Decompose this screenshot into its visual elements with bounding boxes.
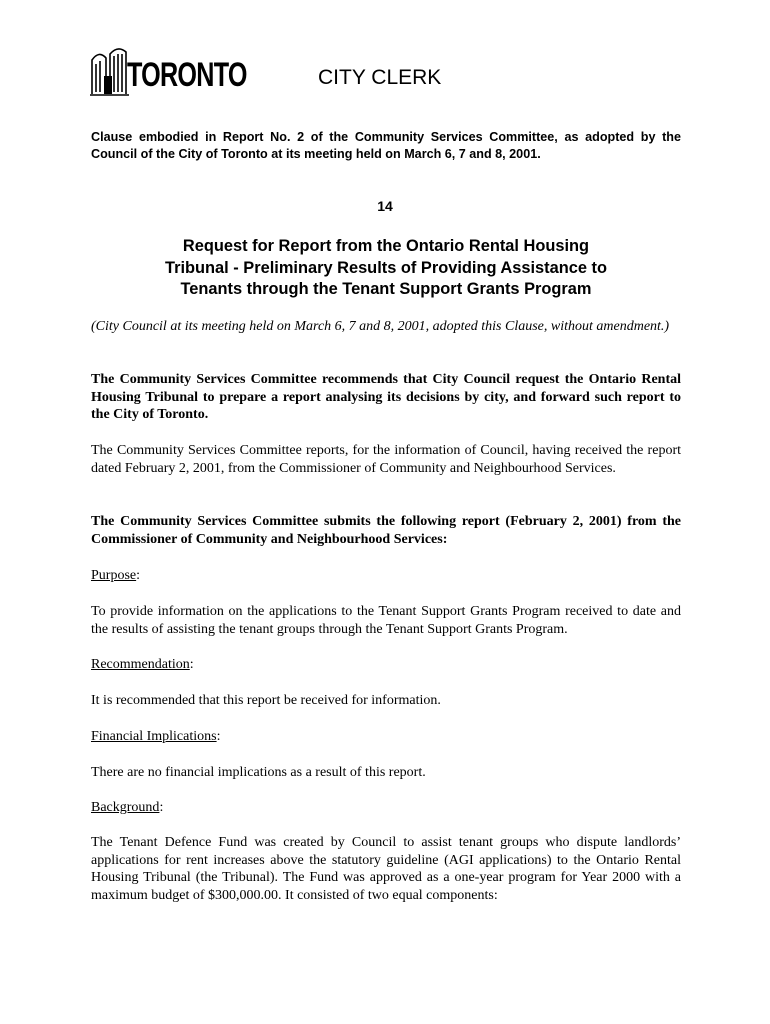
- report-title: [91, 236, 681, 301]
- logo-wordmark: TORONTO: [127, 56, 247, 94]
- recommendation-heading: Recommendation:: [91, 657, 194, 672]
- purpose-text: To provide information on the applications to the Tenant Support Grants Program received to date and the results of assisting the tenant groups through the Tenant Support Grants Program.: [91, 604, 681, 637]
- background-heading: Background:: [91, 800, 164, 815]
- committee-report: The Community Services Committee reports, for the information of Council, having received the report dated February 2, 2001, from the Commissioner of Community and Neighbourhood Services.: [91, 443, 681, 476]
- recommendation-text: It is recommended that this report be received for information.: [91, 693, 441, 708]
- background-text: The Tenant Defence Fund was created by Council to assist tenant groups who dispute landlords’ applications for rent increases above the statutory guideline (AGI applications) to the Ontario Rental Housing Tribunal (the Tribunal). The Fund was approved as a one-year program for Year 2000 with a maximum budget of $300,000.00. It consisted of two equal components:: [91, 835, 681, 903]
- financial-text: There are no financial implications as a result of this report.: [91, 765, 426, 780]
- purpose-heading: Purpose:: [91, 568, 141, 583]
- title-line: Tribunal - Preliminary Results of Providing Assistance to: [164, 258, 608, 277]
- toronto-logo: [90, 46, 250, 98]
- council-note: (City Council at its meeting held on March 6, 7 and 8, 2001, adopted this Clause, without amendment.): [91, 319, 670, 334]
- clause-statement: Clause embodied in Report No. 2 of the Community Services Committee, as adopted by the Council of the City of Toronto at its meeting held on March 6, 7 and 8, 2001.: [91, 130, 681, 161]
- title-line: Request for Report from the Ontario Rental Housing: [182, 237, 590, 255]
- recommendation-statement: The Community Services Committee recommends that City Council request the Ontario Rental Housing Tribunal to prepare a report analysing its decisions by city, and forward such report to the City of Toronto.: [91, 372, 681, 422]
- financial-heading-text: Financial Implications: [91, 729, 217, 744]
- title-line: Tenants through the Tenant Support Grants Program: [180, 280, 592, 298]
- submission-statement: The Community Services Committee submits the following report (February 2, 2001) from the Commissioner of Community and Neighbourhood Services:: [91, 514, 681, 547]
- purpose-heading-text: Purpose: [91, 568, 137, 583]
- recommendation-heading-text: Recommendation: [91, 657, 190, 672]
- background-heading-text: Background: [91, 800, 160, 815]
- city-hall-icon: [90, 46, 130, 98]
- department-heading: CITY CLERK: [318, 66, 442, 89]
- financial-heading: Financial Implications:: [91, 729, 221, 744]
- item-number: 14: [377, 198, 393, 214]
